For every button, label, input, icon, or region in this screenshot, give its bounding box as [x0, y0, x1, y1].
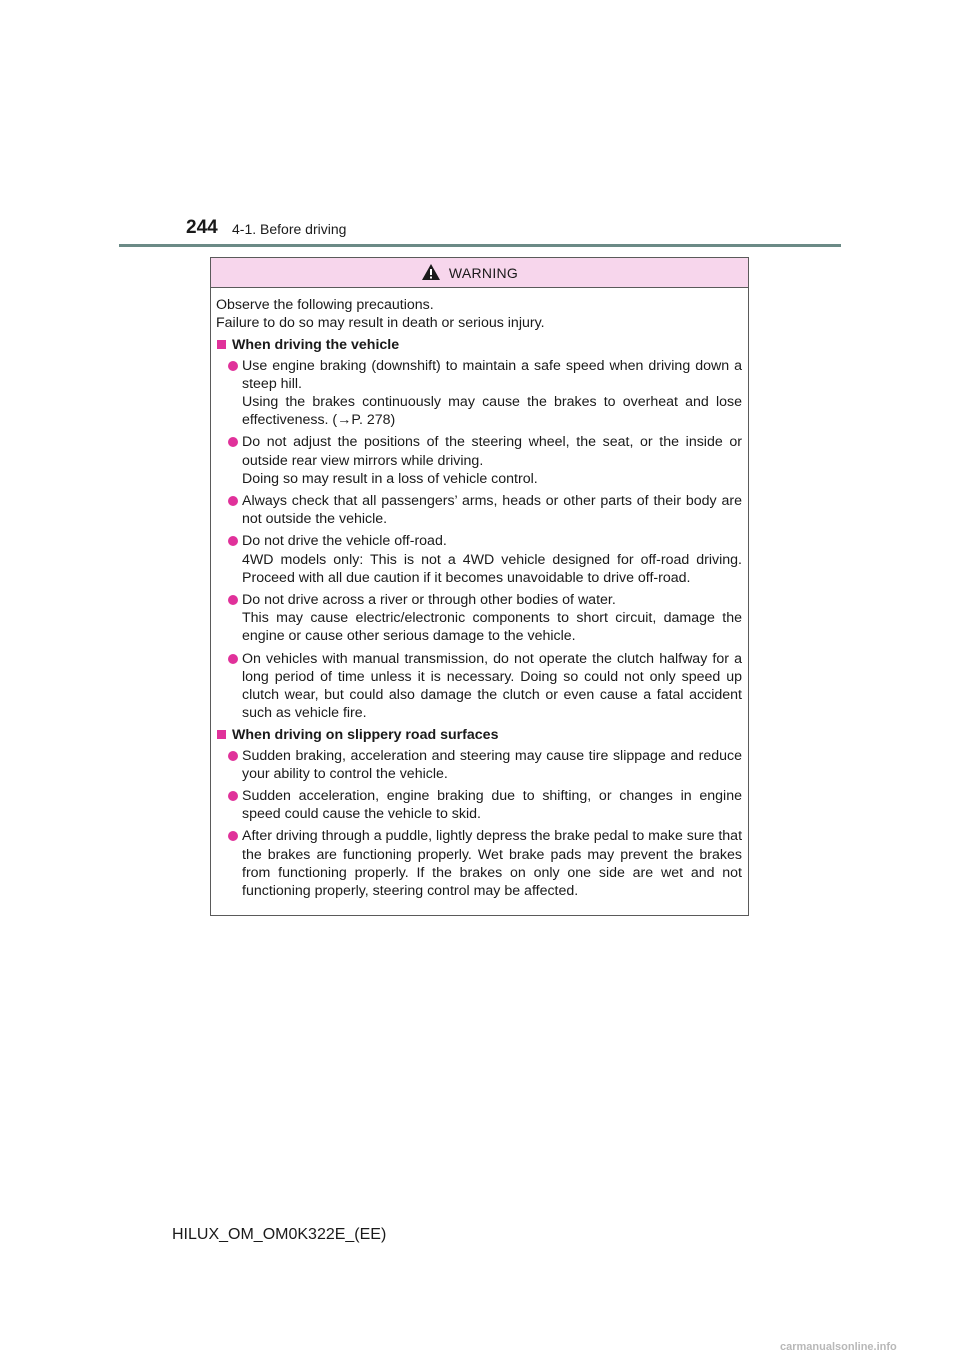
group-heading-text: When driving on slippery road surfaces [232, 727, 499, 744]
item-text: Use engine braking (downshift) to maintain a safe speed when driving down a steep hill. [242, 357, 742, 392]
list-item [216, 532, 742, 587]
square-bullet-icon [217, 730, 226, 739]
item-text: Using the brakes continuously may cause the brakes to overheat and lose effectiveness. (→P. 278) [242, 394, 742, 429]
group-heading [216, 726, 742, 744]
item-text: Doing so may result in a loss of vehicle control. [242, 470, 538, 487]
item-text: After driving through a puddle, lightly depress the brake pedal to make sure that the brakes are functioning properly. Wet brake pads may prevent the brakes from functioning properly. If the brakes on only one side are wet and not functioning properly, steering control may be affected. [242, 828, 743, 900]
warning-intro [216, 296, 742, 332]
bullet-icon [228, 751, 238, 761]
warning-triangle-icon [421, 263, 441, 281]
item-text: Do not adjust the positions of the steering wheel, the seat, or the inside or outside rear view mirrors while driving. [242, 434, 742, 469]
item-text: Do not drive across a river or through other bodies of water. [242, 592, 616, 609]
item-text: On vehicles with manual transmission, do not operate the clutch halfway for a long period of time unless it is necessary. Doing so could not only speed up clutch wear, but could also damage the clutch or even cause a fatal accident such as vehicle fire. [242, 650, 742, 722]
bullet-icon [228, 831, 238, 841]
item-text: Do not drive the vehicle off-road. [242, 533, 447, 550]
group-slippery [216, 726, 742, 900]
item-text: Sudden acceleration, engine braking due to shifting, or changes in engine speed could cause the vehicle to skid. [242, 788, 742, 823]
warning-box [210, 257, 749, 916]
item-text: Sudden braking, acceleration and steering may cause tire slippage and reduce your ability to control the vehicle. [242, 747, 742, 782]
section-title: 4-1. Before driving [232, 221, 347, 237]
page-number: 244 [186, 217, 218, 238]
warning-title: WARNING [448, 264, 519, 281]
watermark: carmanualsonline.info [780, 1341, 897, 1353]
bullet-icon [228, 361, 238, 371]
list-item [216, 433, 742, 488]
document-code: HILUX_OM_OM0K322E_(EE) [172, 1226, 387, 1243]
bullet-icon [228, 654, 238, 664]
item-text: 4WD models only: This is not a 4WD vehicle designed for off-road driving. Proceed with all due caution if it becomes unavoidable to drive off-road. [242, 551, 742, 586]
intro-line: Observe the following precautions. [216, 297, 434, 313]
list-item [216, 787, 742, 823]
list-item [216, 827, 742, 900]
group-heading [216, 336, 742, 354]
item-text: Always check that all passengers’ arms, heads or other parts of their body are not outside the vehicle. [242, 493, 742, 528]
bullet-icon [228, 496, 238, 506]
list-item [216, 747, 742, 783]
bullet-icon [228, 791, 238, 801]
item-text: This may cause electric/electronic components to short circuit, damage the engine or cause other serious damage to the vehicle. [242, 610, 742, 645]
list-item [216, 591, 742, 646]
group-heading-text: When driving the vehicle [232, 337, 400, 354]
group-driving [216, 336, 742, 722]
list-item [216, 357, 742, 430]
list-item [216, 492, 742, 528]
square-bullet-icon [217, 340, 226, 349]
bullet-icon [228, 437, 238, 447]
bullet-icon [228, 536, 238, 546]
header-rule [119, 244, 841, 247]
warning-body [211, 288, 748, 900]
intro-line: Failure to do so may result in death or serious injury. [216, 315, 545, 332]
warning-header [211, 258, 748, 288]
bullet-icon [228, 595, 238, 605]
list-item [216, 650, 742, 723]
